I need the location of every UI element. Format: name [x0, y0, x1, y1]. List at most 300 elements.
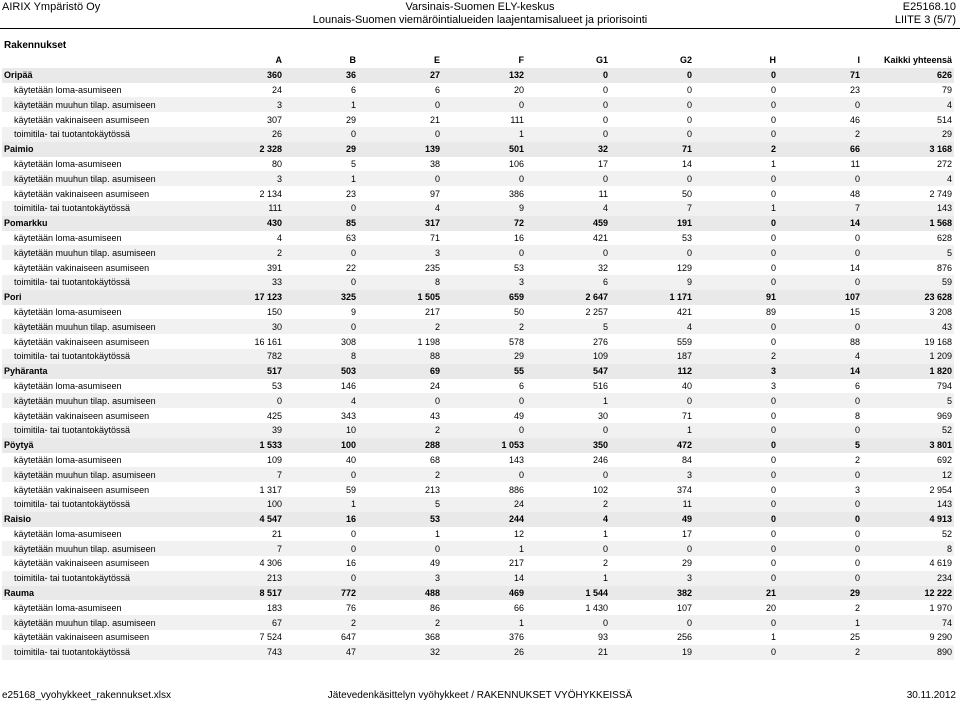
value-cell: 0	[778, 423, 862, 438]
value-cell: 88	[358, 349, 442, 364]
value-cell: 2	[284, 615, 358, 630]
row-label: käytetään loma-asumiseen	[14, 232, 122, 243]
total-cell: 69	[358, 364, 442, 379]
value-cell: 29	[442, 349, 526, 364]
total-cell: 472	[610, 438, 694, 453]
value-cell: 0	[770, 262, 776, 273]
value-cell: 0	[358, 127, 442, 142]
municipality-row	[2, 216, 954, 231]
value-cell: 0	[284, 467, 358, 482]
table-row	[2, 305, 954, 320]
value-cell: 0	[694, 571, 778, 586]
value-cell: 47	[284, 645, 358, 660]
value-cell: 5	[358, 497, 442, 512]
table-row	[2, 482, 954, 497]
value-cell: 102	[592, 484, 608, 495]
total-cell: 29	[778, 586, 862, 601]
value-cell: 0	[526, 615, 610, 630]
total-cell: 53	[358, 512, 442, 527]
value-cell: 59	[862, 275, 954, 290]
value-cell: 0	[686, 114, 692, 125]
value-cell: 425	[266, 410, 282, 421]
value-cell: 0	[694, 497, 778, 512]
total-cell: 14	[778, 216, 862, 231]
value-cell: 52	[941, 528, 952, 539]
value-cell: 29	[345, 114, 356, 125]
total-cell: 1 505	[358, 290, 442, 305]
total-cell: 350	[526, 438, 610, 453]
value-cell: 48	[849, 188, 860, 199]
footer-filename: e25168_vyohykkeet_rakennukset.xlsx	[2, 690, 171, 701]
value-cell: 3 208	[929, 306, 952, 317]
value-cell: 2	[854, 602, 860, 613]
value-cell: 969	[936, 410, 952, 421]
value-cell: 5	[526, 319, 610, 334]
value-cell: 150	[266, 306, 282, 317]
section-title: Rakennukset	[4, 40, 67, 51]
value-cell: 1	[442, 127, 526, 142]
table-row	[2, 393, 954, 408]
value-cell: 0	[854, 558, 860, 569]
value-cell: 0	[526, 97, 610, 112]
value-cell: 86	[429, 602, 440, 613]
value-cell: 12	[513, 528, 524, 539]
total-cell: 191	[610, 216, 694, 231]
value-cell: 0	[610, 541, 694, 556]
value-cell: 0	[770, 232, 776, 243]
total-cell: 503	[284, 364, 358, 379]
total-cell: 1 820	[862, 364, 954, 379]
table-row	[2, 319, 954, 334]
value-cell: 7	[778, 201, 862, 216]
value-cell: 15	[849, 306, 860, 317]
value-cell: 0	[526, 467, 610, 482]
value-cell: 0	[694, 171, 778, 186]
value-cell: 0	[694, 319, 778, 334]
value-cell: 1	[526, 571, 610, 586]
table-row	[2, 453, 954, 468]
total-cell: 382	[610, 586, 694, 601]
total-cell: 27	[358, 68, 442, 83]
value-cell: 0	[284, 201, 358, 216]
value-cell: 7	[610, 201, 694, 216]
value-cell: 46	[849, 114, 860, 125]
value-cell: 16 161	[254, 336, 282, 347]
total-cell: 659	[442, 290, 526, 305]
value-cell: 4	[610, 319, 694, 334]
table-row	[2, 171, 954, 186]
value-cell: 578	[508, 336, 524, 347]
total-cell: 29	[284, 142, 358, 157]
table-row	[2, 423, 954, 438]
value-cell: 7	[210, 541, 284, 556]
value-cell: 71	[681, 410, 692, 421]
value-cell: 1	[434, 528, 440, 539]
table-row	[2, 497, 954, 512]
table-row	[2, 231, 954, 246]
value-cell: 30	[597, 410, 608, 421]
total-cell: 0	[694, 438, 778, 453]
table-row	[2, 157, 954, 172]
value-cell: 8	[854, 410, 860, 421]
row-label: käytetään muuhun tilap. asumiseen	[2, 541, 210, 556]
total-cell: 71	[778, 68, 862, 83]
value-cell: 647	[340, 632, 356, 643]
total-cell: 772	[284, 586, 358, 601]
table-row	[2, 571, 954, 586]
value-cell: 0	[778, 497, 862, 512]
table-row	[2, 615, 954, 630]
total-cell: 16	[284, 512, 358, 527]
row-label: käytetään muuhun tilap. asumiseen	[2, 245, 210, 260]
value-cell: 0	[284, 275, 358, 290]
total-cell: 1 533	[210, 438, 284, 453]
value-cell: 0	[442, 171, 526, 186]
table-row	[2, 630, 954, 645]
value-cell: 6	[518, 380, 524, 391]
value-cell: 3	[358, 571, 442, 586]
value-cell: 0	[770, 114, 776, 125]
municipality-name: Paimio	[2, 142, 210, 157]
municipality-row	[2, 364, 954, 379]
total-cell: 17 123	[210, 290, 284, 305]
total-cell: 100	[284, 438, 358, 453]
value-cell: 343	[340, 410, 356, 421]
value-cell: 38	[429, 158, 440, 169]
value-cell: 2	[358, 467, 442, 482]
value-cell: 40	[345, 454, 356, 465]
value-cell: 0	[284, 127, 358, 142]
municipality-name: Pori	[2, 290, 210, 305]
column-header: I	[857, 55, 860, 66]
value-cell: 386	[508, 188, 524, 199]
value-cell: 246	[592, 454, 608, 465]
total-cell: 1 568	[862, 216, 954, 231]
value-cell: 109	[266, 454, 282, 465]
value-cell: 24	[442, 497, 526, 512]
value-cell: 0	[526, 171, 610, 186]
municipality-name: Pomarkku	[2, 216, 210, 231]
value-cell: 187	[610, 349, 694, 364]
value-cell: 29	[862, 127, 954, 142]
table-row	[2, 127, 954, 142]
table-row	[2, 408, 954, 423]
value-cell: 0	[350, 528, 356, 539]
value-cell: 0	[694, 275, 778, 290]
total-cell: 4 547	[210, 512, 284, 527]
total-cell: 244	[442, 512, 526, 527]
value-cell: 50	[513, 306, 524, 317]
value-cell: 0	[284, 319, 358, 334]
value-cell: 3	[442, 275, 526, 290]
value-cell: 40	[681, 380, 692, 391]
municipality-name: Pyhäranta	[2, 364, 210, 379]
column-header: H	[769, 55, 776, 66]
value-cell: 8	[862, 541, 954, 556]
value-cell: 516	[592, 380, 608, 391]
row-label: toimitila- tai tuotantokäytössä	[2, 645, 210, 660]
municipality-name: Raisio	[2, 512, 210, 527]
row-label: toimitila- tai tuotantokäytössä	[2, 571, 210, 586]
value-cell: 217	[424, 306, 440, 317]
row-label: käytetään loma-asumiseen	[14, 306, 122, 317]
value-cell: 11	[610, 497, 694, 512]
value-cell: 743	[210, 645, 284, 660]
total-cell: 325	[284, 290, 358, 305]
value-cell: 421	[676, 306, 692, 317]
total-cell: 5	[778, 438, 862, 453]
total-cell: 49	[610, 512, 694, 527]
value-cell: 88	[849, 336, 860, 347]
total-cell: 71	[610, 142, 694, 157]
value-cell: 368	[424, 632, 440, 643]
value-cell: 0	[770, 558, 776, 569]
value-cell: 84	[681, 454, 692, 465]
total-cell: 430	[210, 216, 284, 231]
value-cell: 1	[284, 97, 358, 112]
value-cell: 276	[592, 336, 608, 347]
value-cell: 0	[284, 571, 358, 586]
value-cell: 1	[694, 201, 778, 216]
row-label: käytetään loma-asumiseen	[14, 84, 122, 95]
value-cell: 2 954	[929, 484, 952, 495]
value-cell: 0	[770, 454, 776, 465]
value-cell: 0	[778, 275, 862, 290]
value-cell: 20	[765, 602, 776, 613]
value-cell: 0	[778, 319, 862, 334]
value-cell: 11	[598, 188, 608, 199]
value-cell: 1 317	[259, 484, 282, 495]
value-cell: 93	[597, 632, 608, 643]
value-cell: 32	[597, 262, 608, 273]
value-cell: 68	[429, 454, 440, 465]
value-cell: 52	[862, 423, 954, 438]
value-cell: 1	[526, 393, 610, 408]
total-cell: 23 628	[862, 290, 954, 305]
value-cell: 374	[676, 484, 692, 495]
value-cell: 4	[358, 201, 442, 216]
value-cell: 4 619	[929, 558, 952, 569]
value-cell: 0	[602, 114, 608, 125]
value-cell: 0	[694, 245, 778, 260]
value-cell: 2	[854, 454, 860, 465]
value-cell: 19	[610, 645, 694, 660]
value-cell: 43	[429, 410, 440, 421]
value-cell: 49	[513, 410, 524, 421]
value-cell: 19 168	[924, 336, 952, 347]
value-cell: 143	[508, 454, 524, 465]
value-cell: 3	[358, 245, 442, 260]
value-cell: 3	[210, 171, 284, 186]
total-cell: 288	[358, 438, 442, 453]
value-cell: 0	[526, 541, 610, 556]
value-cell: 0	[210, 393, 284, 408]
total-cell: 0	[526, 68, 610, 83]
table-row	[2, 334, 954, 349]
row-label: käytetään vakinaiseen asumiseen	[14, 632, 150, 643]
value-cell: 0	[694, 127, 778, 142]
value-cell: 0	[778, 571, 862, 586]
value-cell: 1	[610, 423, 694, 438]
value-cell: 217	[508, 558, 524, 569]
total-cell: 2	[694, 142, 778, 157]
value-cell: 0	[694, 393, 778, 408]
total-cell: 0	[694, 216, 778, 231]
value-cell: 0	[526, 127, 610, 142]
value-cell: 0	[778, 245, 862, 260]
column-header-label	[2, 53, 210, 68]
total-cell: 32	[526, 142, 610, 157]
total-cell: 107	[778, 290, 862, 305]
value-cell: 0	[358, 171, 442, 186]
value-cell: 14	[442, 571, 526, 586]
value-cell: 213	[210, 571, 284, 586]
value-cell: 1	[778, 615, 862, 630]
value-cell: 0	[778, 171, 862, 186]
row-label: käytetään vakinaiseen asumiseen	[14, 410, 150, 421]
value-cell: 4	[284, 393, 358, 408]
value-cell: 0	[694, 423, 778, 438]
row-label: käytetään muuhun tilap. asumiseen	[2, 97, 210, 112]
row-label: käytetään vakinaiseen asumiseen	[14, 188, 150, 199]
table-body	[2, 68, 954, 660]
value-cell: 5	[862, 393, 954, 408]
value-cell: 0	[442, 393, 526, 408]
value-cell: 0	[602, 84, 608, 95]
table-row	[2, 83, 954, 98]
table-row	[2, 201, 954, 216]
value-cell: 692	[936, 454, 952, 465]
value-cell: 5	[350, 158, 356, 169]
value-cell: 0	[770, 528, 776, 539]
row-label: käytetään loma-asumiseen	[14, 602, 122, 613]
value-cell: 3	[854, 484, 860, 495]
value-cell: 272	[936, 158, 952, 169]
value-cell: 14	[849, 262, 860, 273]
total-cell: 8 517	[210, 586, 284, 601]
value-cell: 109	[526, 349, 610, 364]
value-cell: 143	[862, 497, 954, 512]
table-row	[2, 260, 954, 275]
value-cell: 8	[284, 349, 358, 364]
value-cell: 1	[284, 497, 358, 512]
value-cell: 514	[936, 114, 952, 125]
value-cell: 6	[350, 84, 356, 95]
value-cell: 53	[513, 262, 524, 273]
value-cell: 794	[936, 380, 952, 391]
table-row	[2, 527, 954, 542]
row-label: käytetään loma-asumiseen	[14, 528, 122, 539]
total-cell: 1 171	[610, 290, 694, 305]
value-cell: 7 524	[259, 632, 282, 643]
company-name: AIRIX Ympäristö Oy	[2, 1, 101, 13]
value-cell: 21	[429, 114, 440, 125]
value-cell: 0	[442, 467, 526, 482]
footer-title: Jätevedenkäsittelyn vyöhykkeet / RAKENNUKSET VYÖHYKKEISSÄ	[327, 690, 633, 701]
total-cell: 12 222	[862, 586, 954, 601]
total-cell: 4 913	[862, 512, 954, 527]
total-cell: 517	[210, 364, 284, 379]
table-row	[2, 245, 954, 260]
municipality-row	[2, 290, 954, 305]
value-cell: 6	[434, 84, 440, 95]
total-cell: 0	[694, 68, 778, 83]
value-cell: 0	[770, 188, 776, 199]
total-cell: 3 168	[862, 142, 954, 157]
value-cell: 3	[770, 380, 776, 391]
total-cell: 0	[778, 512, 862, 527]
value-cell: 4	[862, 171, 954, 186]
value-cell: 183	[266, 602, 282, 613]
value-cell: 235	[424, 262, 440, 273]
value-cell: 6	[526, 275, 610, 290]
value-cell: 12	[862, 467, 954, 482]
value-cell: 89	[765, 306, 776, 317]
row-label: käytetään loma-asumiseen	[14, 380, 122, 391]
total-cell: 14	[778, 364, 862, 379]
value-cell: 0	[686, 84, 692, 95]
total-cell: 21	[694, 586, 778, 601]
value-cell: 39	[210, 423, 284, 438]
value-cell: 2 749	[929, 188, 952, 199]
table-row	[2, 541, 954, 556]
row-label: käytetään vakinaiseen asumiseen	[14, 114, 150, 125]
value-cell: 7	[210, 467, 284, 482]
value-cell: 234	[862, 571, 954, 586]
table-row	[2, 97, 954, 112]
value-cell: 1	[602, 528, 608, 539]
value-cell: 307	[266, 114, 282, 125]
value-cell: 111	[210, 201, 284, 216]
value-cell: 21	[526, 645, 610, 660]
value-cell: 0	[694, 467, 778, 482]
total-cell: 488	[358, 586, 442, 601]
value-cell: 1 430	[585, 602, 608, 613]
value-cell: 0	[778, 541, 862, 556]
value-cell: 129	[676, 262, 692, 273]
total-cell: 0	[610, 68, 694, 83]
column-header: Kaikki yhteensä	[883, 55, 952, 66]
row-label: käytetään muuhun tilap. asumiseen	[2, 615, 210, 630]
header-divider	[0, 28, 960, 29]
value-cell: 22	[345, 262, 356, 273]
value-cell: 0	[770, 410, 776, 421]
value-cell: 16	[345, 558, 356, 569]
value-cell: 421	[592, 232, 608, 243]
value-cell: 2	[210, 245, 284, 260]
value-cell: 0	[442, 423, 526, 438]
column-header: G1	[595, 55, 608, 66]
value-cell: 4	[276, 232, 282, 243]
value-cell: 2 257	[585, 306, 608, 317]
page-header	[0, 0, 960, 30]
value-cell: 5	[862, 245, 954, 260]
value-cell: 0	[778, 467, 862, 482]
value-cell: 2	[778, 127, 862, 142]
value-cell: 43	[862, 319, 954, 334]
column-header: B	[349, 55, 356, 66]
value-cell: 2	[694, 349, 778, 364]
total-cell: 1 544	[526, 586, 610, 601]
total-cell: 1 053	[442, 438, 526, 453]
total-cell: 0	[694, 512, 778, 527]
value-cell: 3	[610, 571, 694, 586]
value-cell: 9 290	[929, 632, 952, 643]
value-cell: 391	[266, 262, 282, 273]
value-cell: 0	[526, 245, 610, 260]
row-label: toimitila- tai tuotantokäytössä	[2, 349, 210, 364]
value-cell: 74	[862, 615, 954, 630]
